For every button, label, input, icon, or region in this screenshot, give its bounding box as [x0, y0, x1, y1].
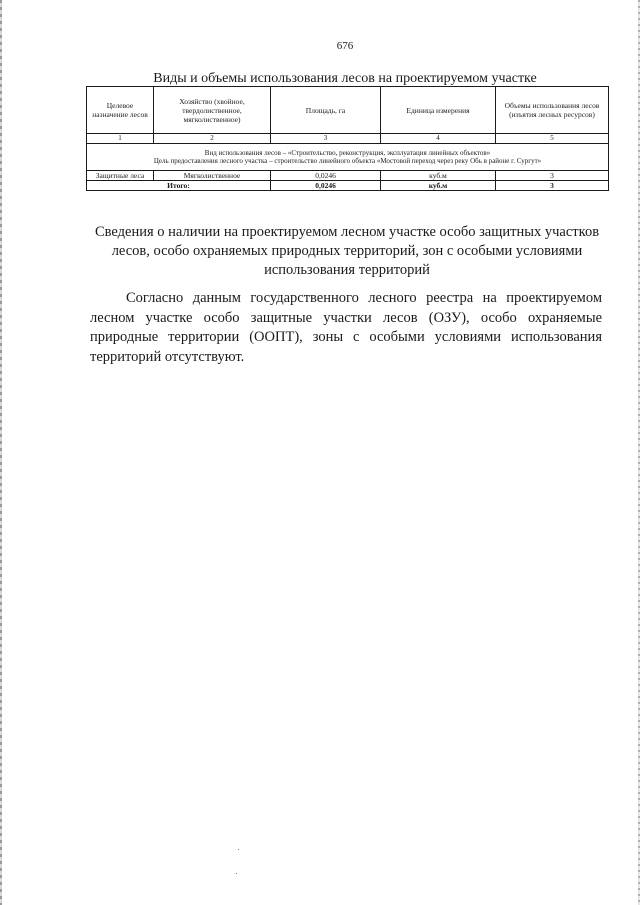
column-number: 2	[154, 134, 271, 144]
scan-edge-left	[0, 0, 2, 905]
row-area: 0,0246	[271, 171, 381, 181]
page-number: 676	[336, 40, 354, 52]
column-number: 4	[381, 134, 496, 144]
purpose-text: Цель предоставления лесного участка – строительство линейного объекта «Мостовой переход через реку Обь в районе г. Сургут»	[153, 157, 542, 165]
table-title: Виды и объемы использования лесов на проектируемом участке	[153, 71, 537, 86]
row-purpose: Защитные леса	[87, 171, 154, 181]
section-heading: Сведения о наличии на проектируемом лесном участке особо защитных участков лесов, особо охраняемых природных территорий, зон с особыми условиями использования территорий	[94, 224, 600, 278]
header-cell: Хозяйство (хвойное, твердолиственное, мягколиственное)	[154, 87, 271, 134]
total-area: 0,0246	[271, 181, 381, 191]
total-volume: 3	[496, 181, 609, 191]
table-row	[87, 171, 609, 181]
body-paragraph: Согласно данным государственного лесного реестра на проектируемом лесном участке особо защитные участки лесов (ОЗУ), особо охраняемые природные территории (ООПТ), зоны с особыми условиями использования территорий отсутствуют.	[90, 290, 602, 365]
column-number: 3	[271, 134, 381, 144]
header-cell: Площадь, га	[271, 87, 381, 134]
total-label: Итого:	[87, 181, 271, 191]
usage-info-row	[87, 144, 609, 171]
usage-info-cell	[87, 144, 609, 171]
row-volume: 3	[496, 171, 609, 181]
scan-speck	[236, 873, 237, 874]
forest-usage-table	[86, 86, 609, 191]
scan-speck	[238, 849, 239, 850]
row-farm: Мягколиственное	[154, 171, 271, 181]
column-number: 1	[87, 134, 154, 144]
header-cell: Единица измерения	[381, 87, 496, 134]
header-cell: Целевое назначение лесов	[87, 87, 154, 134]
total-row	[87, 181, 609, 191]
usage-type-text: Вид использования лесов – «Строительство, реконструкция, эксплуатация линейных объектов»	[204, 148, 491, 157]
row-unit: куб.м	[381, 171, 496, 181]
total-unit: куб.м	[381, 181, 496, 191]
column-number: 5	[496, 134, 609, 144]
table-header-row	[87, 87, 609, 134]
header-cell: Объемы использования лесов (изъятия лесных ресурсов)	[496, 87, 609, 134]
column-number-row	[87, 134, 609, 144]
